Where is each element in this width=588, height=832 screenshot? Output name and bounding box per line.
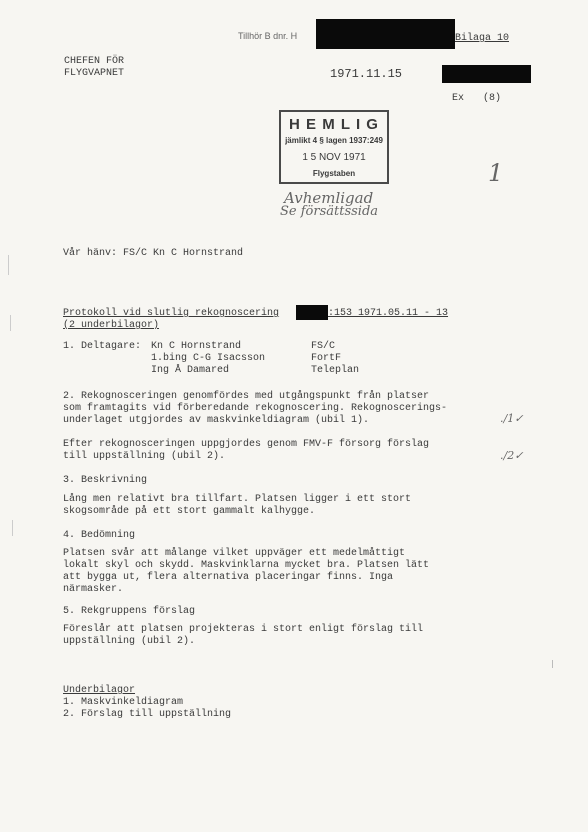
section-heading: 3. Beskrivning — [63, 475, 148, 486]
section-heading: 4. Bedömning — [63, 530, 136, 541]
redaction-date — [442, 65, 531, 83]
stamp-subtitle: jämlikt 4 § lagen 1937:249 — [285, 136, 383, 145]
redaction-top — [316, 19, 455, 49]
participant-name: Kn C Hornstrand — [151, 341, 242, 352]
paragraph-line: 2. Rekognosceringen genomfördes med utgångspunkt från platser — [63, 391, 430, 402]
protocol-subtitle: (2 underbilagor) — [63, 320, 160, 331]
addressee-line2: FLYGVAPNET — [64, 68, 125, 79]
participant-name: 1.bing C-G Isacsson — [151, 353, 266, 364]
handwritten-note-line1: Avhemligad — [284, 189, 374, 207]
paragraph-line: som framtagits vid förberedande rekognoscering. Rekognoscerings- — [63, 403, 448, 414]
scan-artifact — [8, 255, 9, 275]
section-line: Platsen svår att målange vilket uppväger ett medelmåttigt — [63, 548, 406, 559]
attachment-item: 1. Maskvinkeldiagram — [63, 697, 184, 708]
scan-artifact — [552, 660, 553, 668]
paragraph-line: underlaget utgjordes av maskvinkeldiagram (ubil 1). — [63, 415, 370, 426]
section-line: Lång men relativt bra tillfart. Platsen ligger i ett stort — [63, 494, 412, 505]
paragraph-line: Efter rekognosceringen uppgjordes genom FMV-F försorg förslag — [63, 439, 430, 450]
stamp-date: 1 5 NOV 1971 — [302, 152, 366, 163]
handwritten-page-number: 1 — [488, 159, 504, 187]
section-line: Föreslår att platsen projekteras i stort enligt förslag till — [63, 624, 424, 635]
attachments-heading: Underbilagor — [63, 685, 136, 696]
scan-artifact — [12, 520, 13, 536]
handwritten-note-line2: Se försättssida — [280, 204, 379, 219]
margin-mark-ubil1: ./1✓ — [500, 412, 524, 425]
participant-name: Ing Å Damared — [151, 365, 230, 376]
participant-unit: FS/C — [311, 341, 336, 352]
protocol-title-right: :153 1971.05.11 - 13 — [328, 308, 449, 319]
section-line: lokalt skyl och skydd. Maskvinklarna mycket bra. Platsen lätt — [63, 560, 430, 571]
addressee-line1: CHEFEN FÖR — [64, 56, 125, 67]
section-line: skogsområde på ett stort gammalt kalhygge. — [63, 506, 316, 517]
classification-stamp — [279, 110, 389, 184]
section-heading: 5. Rekgruppens förslag — [63, 606, 196, 617]
bilaga-label: Bilaga 10 — [455, 33, 510, 44]
redaction-protocol — [296, 305, 328, 320]
participant-unit: Teleplan — [311, 365, 360, 376]
document-date: 1971.11.15 — [330, 67, 403, 81]
margin-mark-ubil2: ./2✓ — [500, 449, 524, 462]
participants-heading: 1. Deltagare: — [63, 341, 142, 352]
tillhor-label: Tillhör B dnr. H — [238, 31, 298, 41]
reference-line: Vår hänv: FS/C Kn C Hornstrand — [63, 248, 244, 259]
ex-label: Ex — [452, 93, 465, 104]
section-line: att bygga ut, flera alternativa placeringar finns. Inga — [63, 572, 394, 583]
stamp-title: H E M L I G — [289, 116, 379, 133]
scan-artifact — [10, 315, 11, 331]
attachment-item: 2. Förslag till uppställning — [63, 709, 232, 720]
section-line: närmasker. — [63, 584, 124, 595]
protocol-title-left: Protokoll vid slutlig rekognoscering — [63, 308, 280, 319]
participant-unit: FortF — [311, 353, 342, 364]
ex-number: (8) — [483, 93, 502, 104]
stamp-office: Flygstaben — [312, 169, 356, 178]
section-line: uppställning (ubil 2). — [63, 636, 196, 647]
paragraph-line: till uppställning (ubil 2). — [63, 451, 226, 462]
